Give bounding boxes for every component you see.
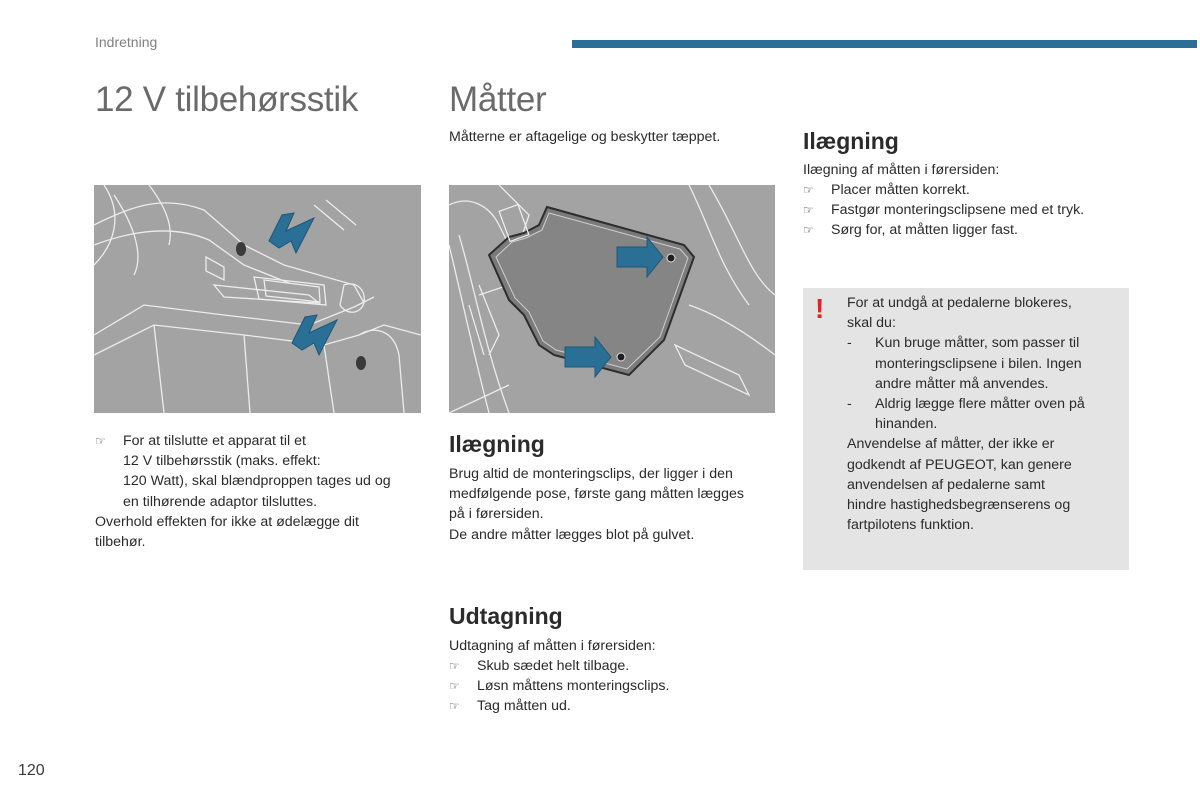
hand-pointer-icon: ☞ xyxy=(803,203,814,218)
warning-icon: ! xyxy=(815,293,825,324)
list-item: - Aldrig lægge flere måtter oven på hinanden. xyxy=(847,396,1085,433)
header-accent-bar xyxy=(572,40,1197,48)
removal-intro: Udtagning af måtten i førersiden: xyxy=(449,638,656,654)
fitting-heading: Ilægning xyxy=(449,431,545,457)
page-title-mats: Måtter xyxy=(449,80,547,119)
console-illustration xyxy=(94,185,421,413)
hand-pointer-icon: ☞ xyxy=(449,679,460,694)
list-item: ☞ Fastgør monteringsclipsene med et tryk. xyxy=(803,200,1143,220)
removal-heading: Udtagning xyxy=(449,603,563,629)
page-title-12v: 12 V tilbehørsstik xyxy=(95,80,359,119)
fitting-driver-list xyxy=(803,180,1143,241)
list-item: ☞ Løsn måttens monteringsclips. xyxy=(449,676,779,696)
fitting-driver-heading: Ilægning xyxy=(803,128,899,154)
list-item: ☞ For at tilslutte et apparat til et 12 V tilbehørsstik (maks. effekt: 120 Watt), skal blændproppen tages ud og en tilhørende adaptor tilsluttes. xyxy=(95,433,391,510)
fitting-driver-intro: Ilægning af måtten i førersiden: xyxy=(803,162,1000,178)
list-item: ☞ Placer måtten korrekt. xyxy=(803,180,1143,200)
mats-intro: Måtterne er aftagelige og beskytter tæppet. xyxy=(449,129,721,145)
removal-list xyxy=(449,656,779,717)
page-number: 120 xyxy=(18,762,45,779)
accessory-socket-bullets xyxy=(95,431,425,512)
fitting-text: Brug altid de monteringsclips, der ligger i den medfølgende pose, første gang måtten lægges på i førersiden. De andre måtter lægges blot på gulvet. xyxy=(449,466,744,543)
warning-text: For at undgå at pedalerne blokeres, skal du: - Kun bruge måtter, som passer til monteringsclipsene i bilen. Ingen andre måtter må anvendes. - Aldrig lægge flere måtter oven på hinanden. Anvendelse af måtter, der ikke er godkendt af PEUGEOT, kan genere anvendelsen af pedalerne samt hindre hastighedsbegrænserens og fartpilotens funktion. xyxy=(847,293,1122,535)
list-item: ☞ Sørg for, at måtten ligger fast. xyxy=(803,220,1143,240)
list-item: ☞ Tag måtten ud. xyxy=(449,696,779,716)
hand-pointer-icon: ☞ xyxy=(95,434,106,448)
hand-pointer-icon: ☞ xyxy=(803,183,814,197)
list-item: ☞ Skub sædet helt tilbage. xyxy=(449,656,779,676)
section-label: Indretning xyxy=(95,34,158,50)
hand-pointer-icon: ☞ xyxy=(449,659,460,673)
accessory-note: Overhold effekten for ikke at ødelægge dit tilbehør. xyxy=(95,514,359,551)
list-item: - Kun bruge måtter, som passer til monteringsclipsene i bilen. Ingen andre måtter må anvendes. xyxy=(847,335,1082,392)
floor-mat-illustration xyxy=(449,185,775,413)
warning-list xyxy=(847,333,1122,434)
hand-pointer-icon: ☞ xyxy=(449,699,460,714)
hand-pointer-icon: ☞ xyxy=(803,223,814,238)
